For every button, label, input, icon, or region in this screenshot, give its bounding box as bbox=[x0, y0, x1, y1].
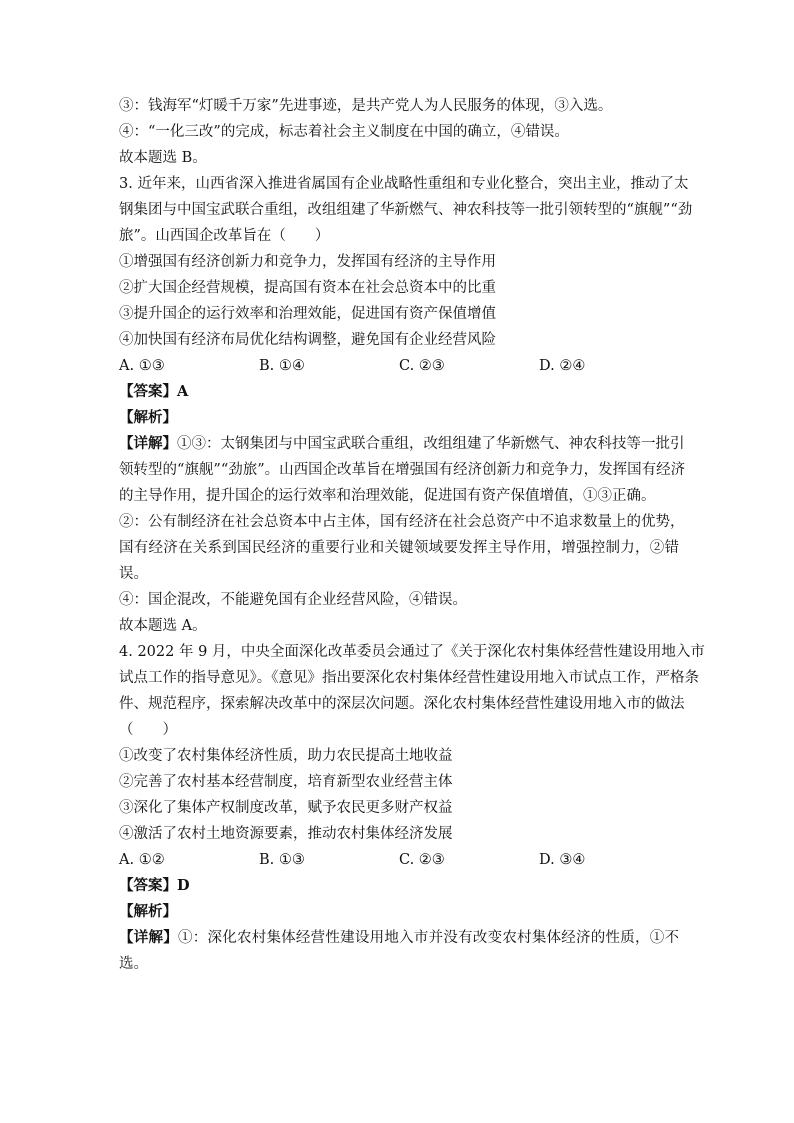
q3-stem-line: 钢集团与中国宝武联合重组，改组组建了华新燃气、神农科技等一批引领转型的“旗舰”“劲 bbox=[119, 202, 693, 218]
q3-option-a: A. ①③ bbox=[119, 358, 165, 374]
q4-options bbox=[119, 847, 679, 873]
q4-stem-line: 4. 2022 年 9 月，中央全面深化改革委员会通过了《关于深化农村集体经营性建设用地入市 bbox=[119, 644, 705, 660]
q3-stem-line: 3. 近年来，山西省深入推进省属国有企业战略性重组和专业化整合，突出主业，推动了太 bbox=[119, 176, 689, 192]
q2-analysis-item-4: ④：“一化三改”的完成，标志着社会主义制度在中国的确立，④错误。 bbox=[119, 124, 569, 140]
q4-stem-line: 试点工作的指导意见》。《意见》指出要深化农村集体经营性建设用地入市试点工作，严格条 bbox=[119, 670, 699, 686]
q2-conclusion: 故本题选 B。 bbox=[119, 150, 207, 166]
q3-option-c: C. ②③ bbox=[399, 358, 445, 374]
q4-detail-line: 选。 bbox=[119, 956, 148, 972]
q3-analysis-label: 【解析】 bbox=[119, 409, 177, 426]
q3-statement: ②扩大国企经营规模，提高国有资本在社会总资本中的比重 bbox=[119, 280, 496, 296]
q4-statement: ②完善了农村基本经营制度，培育新型农业经营主体 bbox=[119, 774, 453, 790]
q4-option-b: B. ①③ bbox=[259, 852, 305, 868]
q4-option-c: C. ②③ bbox=[399, 852, 445, 868]
q3-detail-line: 误。 bbox=[119, 566, 148, 582]
q4-analysis-label: 【解析】 bbox=[119, 903, 177, 920]
q3-detail-line: 国有经济在关系到国民经济的重要行业和关键领域要发挥主导作用，增强控制力，②错 bbox=[119, 540, 679, 556]
q3-statement: ①增强国有经济创新力和竞争力，发挥国有经济的主导作用 bbox=[119, 254, 496, 270]
q4-stem-line: 件、规范程序，探索解决改革中的深层次问题。深化农村集体经营性建设用地入市的做法 bbox=[119, 696, 685, 712]
q4-detail-label: 【详解】 bbox=[119, 929, 178, 946]
q3-options bbox=[119, 353, 679, 379]
q4-statement: ③深化了集体产权制度改革，赋予农民更多财产权益 bbox=[119, 800, 453, 816]
q4-statement: ①改变了农村集体经济性质，助力农民提高土地收益 bbox=[119, 748, 453, 764]
q4-option-d: D. ③④ bbox=[539, 852, 586, 868]
q3-detail-line: 的主导作用，提升国企的运行效率和治理效能，促进国有资产保值增值，①③正确。 bbox=[119, 488, 656, 504]
q3-detail-line: ②：公有制经济在社会总资本中占主体，国有经济在社会总资产中不追求数量上的优势， bbox=[119, 514, 685, 530]
q4-detail-text: ①：深化农村集体经营性建设用地入市并没有改变农村集体经济的性质，①不 bbox=[177, 930, 680, 946]
q3-option-d: D. ②④ bbox=[539, 358, 586, 374]
q3-statement: ③提升国企的运行效率和治理效能，促进国有资产保值增值 bbox=[119, 306, 496, 322]
q2-analysis-item-3: ③：钱海军“灯暖千万家”先进事迹，是共产党人为人民服务的体现，③入选。 bbox=[119, 98, 613, 114]
q4-statement: ④激活了农村土地资源要素，推动农村集体经济发展 bbox=[119, 826, 453, 842]
q4-stem-line: （ ） bbox=[119, 722, 177, 738]
q3-detail-label: 【详解】 bbox=[119, 435, 177, 452]
q3-option-b: B. ①④ bbox=[259, 358, 305, 374]
q3-detail-text: ①③：太钢集团与中国宝武联合重组，改组组建了华新燃气、神农科技等一批引 bbox=[177, 436, 685, 452]
document-content bbox=[119, 93, 705, 977]
q3-detail-line: ④：国企混改，不能避免国有企业经营风险，④错误。 bbox=[119, 592, 467, 608]
q3-conclusion: 故本题选 A。 bbox=[119, 618, 207, 634]
q3-statement: ④加快国有经济布局优化结构调整，避免国有企业经营风险 bbox=[119, 332, 496, 348]
q3-detail-line bbox=[119, 431, 685, 457]
q4-detail-line bbox=[119, 925, 679, 951]
q3-answer: 【答案】A bbox=[119, 383, 189, 400]
q3-detail-line: 领转型的“旗舰”“劲旅”。山西国企改革旨在增强国有经济创新力和竞争力，发挥国有经济 bbox=[119, 462, 686, 478]
q4-answer: 【答案】D bbox=[119, 877, 190, 894]
q3-stem-line: 旅”。山西国企改革旨在（ ） bbox=[119, 228, 330, 244]
q4-option-a: A. ①② bbox=[119, 852, 165, 868]
